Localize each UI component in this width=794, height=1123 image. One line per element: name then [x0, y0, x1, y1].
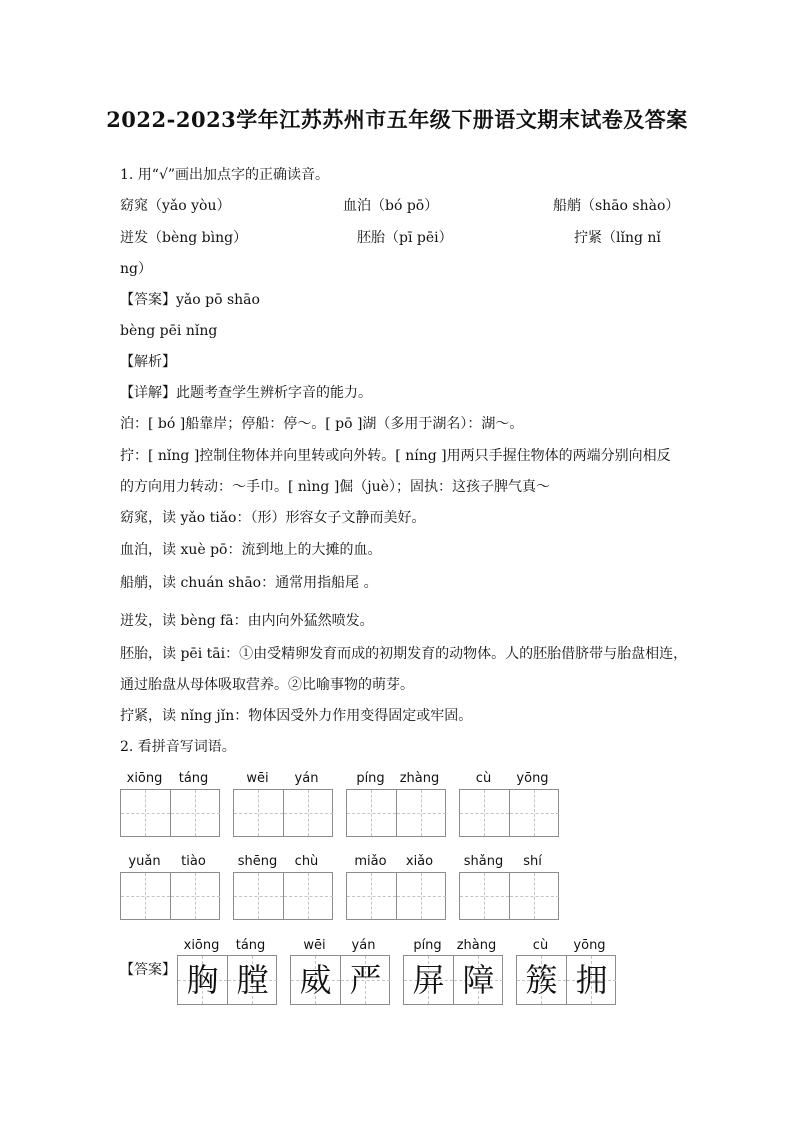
answer-pinyin: wēi — [303, 938, 326, 953]
pinyin-label: chù — [294, 854, 319, 869]
writing-grid[interactable] — [120, 872, 220, 920]
q1-item-yaotiao: 窈窕（yǎo yòu） — [120, 198, 231, 214]
q1-item-ningjin: 拧紧（lǐng nǐ — [574, 230, 661, 246]
q1-answer-line1: 【答案】yǎo pō shāo — [120, 292, 260, 308]
pinyin-label: táng — [178, 771, 209, 786]
explain-line: 通过胎盘从母体吸取营养。②比喻事物的萌芽。 — [120, 677, 414, 693]
q1-item-xuepo: 血泊（bó pō） — [343, 198, 439, 214]
explain-line: 拧：[ nǐng ]控制住物体并向里转或向外转。[ níng ]用两只手握住物体的两端分别向相反 — [120, 448, 671, 464]
q2-prompt: 2. 看拼音写词语。 — [120, 739, 236, 755]
answer-char: 胸 — [186, 961, 219, 999]
writing-grid[interactable] — [346, 872, 446, 920]
answer-grid — [403, 955, 503, 1005]
page-title: 2022-2023学年江苏苏州市五年级下册语文期末试卷及答案 — [106, 107, 688, 132]
answer-pinyin: píng — [413, 938, 442, 953]
pinyin-label: zhàng — [399, 771, 440, 786]
pinyin-label: yōng — [516, 771, 549, 786]
pinyin-label: cù — [475, 771, 492, 786]
answer-pinyin: zhàng — [456, 938, 497, 953]
answer-grid — [290, 955, 390, 1005]
q1-item-ningjin-cont: ng） — [120, 261, 152, 277]
answer-pinyin: xiōng — [183, 938, 220, 953]
answer-char: 障 — [462, 961, 495, 999]
explain-line: 船艄，读 chuán shāo：通常用指船尾 。 — [120, 575, 378, 591]
writing-grid[interactable] — [233, 789, 333, 837]
answer-grid — [177, 955, 277, 1005]
writing-grid[interactable] — [459, 872, 559, 920]
answer-pinyin: táng — [235, 938, 266, 953]
pinyin-label: yán — [294, 771, 319, 786]
pinyin-label: wēi — [246, 771, 269, 786]
answer-char: 膛 — [236, 961, 269, 999]
q1-item-chuanshao: 船艄（shāo shào） — [553, 198, 680, 214]
pinyin-label: xiōng — [126, 771, 163, 786]
pinyin-label: miǎo — [354, 854, 387, 869]
q1-detail: 【详解】此题考查学生辨析字音的能力。 — [120, 385, 372, 401]
q2-answer-label: 【答案】 — [120, 962, 176, 978]
pinyin-label: yuǎn — [128, 854, 161, 869]
explain-line: 迸发，读 bèng fā：由内向外猛然喷发。 — [120, 613, 374, 629]
answer-char: 簇 — [525, 961, 558, 999]
q1-item-bengfa: 迸发（bèng bìng） — [120, 230, 248, 246]
explain-line: 胚胎，读 pēi tāi：①由受精卵发育而成的初期发育的动物体。人的胚胎借脐带与胎盘相连， — [120, 646, 688, 662]
answer-grid — [516, 955, 616, 1005]
pinyin-label: tiào — [181, 854, 206, 869]
writing-grid[interactable] — [120, 789, 220, 837]
q1-prompt: 1. 用“√”画出加点字的正确读音。 — [120, 167, 330, 183]
explain-line: 窈窕，读 yǎo tiǎo：（形）形容女子文静而美好。 — [120, 510, 426, 526]
explain-line: 泊：[ bó ]船靠岸；停船：停～。[ pō ]湖（多用于湖名）：湖～。 — [120, 416, 524, 432]
pinyin-label: píng — [356, 771, 385, 786]
answer-char: 屏 — [412, 961, 445, 999]
writing-grid[interactable] — [346, 789, 446, 837]
q1-item-peitai: 胚胎（pī pēi） — [357, 230, 453, 246]
pinyin-label: shēng — [237, 854, 278, 869]
writing-grid[interactable] — [233, 872, 333, 920]
answer-pinyin: yán — [351, 938, 376, 953]
pinyin-label: shí — [523, 854, 542, 869]
writing-grid[interactable] — [459, 789, 559, 837]
explain-line: 拧紧，读 nǐng jǐn：物体因受外力作用变得固定或牢固。 — [120, 708, 473, 724]
answer-char: 威 — [299, 961, 332, 999]
answer-char: 拥 — [575, 961, 608, 999]
answer-char: 严 — [349, 961, 382, 999]
pinyin-label: xiǎo — [405, 854, 434, 869]
answer-pinyin: yōng — [573, 938, 606, 953]
pinyin-label: shǎng — [463, 854, 504, 869]
q1-answer-line2: bèng pēi nǐng — [120, 323, 218, 339]
answer-pinyin: cù — [532, 938, 549, 953]
q1-analysis-heading: 【解析】 — [120, 354, 176, 370]
explain-line: 血泊，读 xuè pō：流到地上的大摊的血。 — [120, 542, 382, 558]
explain-line: 的方向用力转动：～手巾。[ nìng ]倔（juè）；固执：这孩子脾气真～ — [120, 479, 550, 495]
